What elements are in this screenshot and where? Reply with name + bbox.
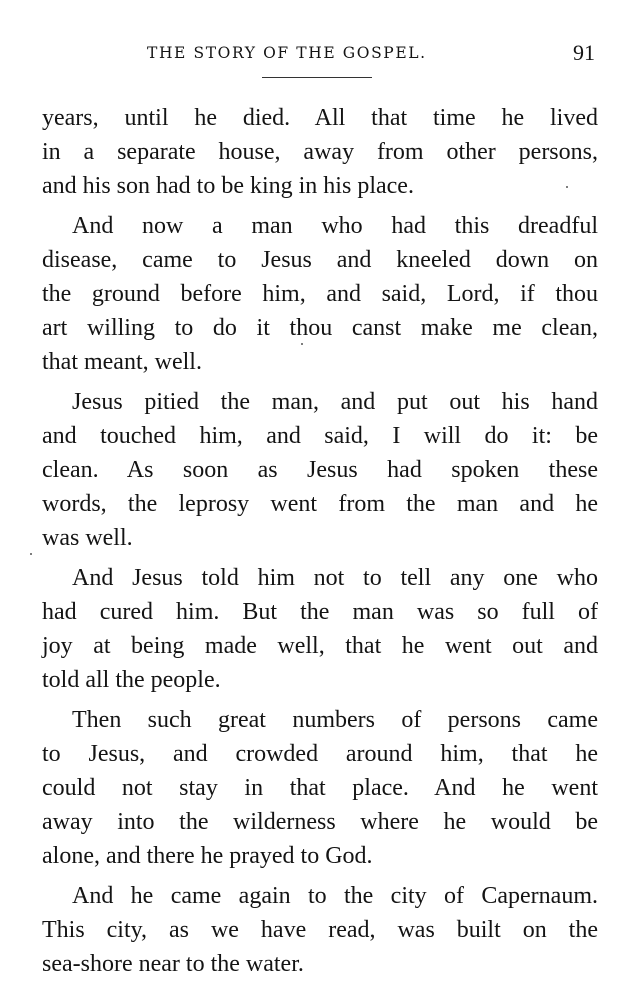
text-line: in a separate house, away from other persons, xyxy=(42,139,598,165)
text-line: This city, as we have read, was built on the xyxy=(42,917,598,943)
paragraph-1 xyxy=(42,101,598,203)
text-line: could not stay in that place. And he went xyxy=(42,775,598,801)
text-line: joy at being made well, that he went out and xyxy=(42,633,598,659)
text-line: the ground before him, and said, Lord, if thou xyxy=(42,281,598,307)
text-line: And now a man who had this dreadful xyxy=(72,213,598,239)
print-speck xyxy=(566,186,568,188)
running-head xyxy=(0,40,630,74)
text-line: disease, came to Jesus and kneeled down on xyxy=(42,247,598,273)
paragraph-4 xyxy=(42,561,598,697)
paragraph-2 xyxy=(42,209,598,379)
body-text xyxy=(42,101,598,987)
text-line: And Jesus told him not to tell any one who xyxy=(72,565,598,591)
print-speck xyxy=(30,553,32,555)
text-line: words, the leprosy went from the man and he xyxy=(42,491,598,517)
text-line: Then such great numbers of persons came xyxy=(72,707,598,733)
print-speck xyxy=(301,343,303,345)
text-line: years, until he died. All that time he lived xyxy=(42,105,598,131)
running-title: THE STORY OF THE GOSPEL. xyxy=(147,44,427,62)
text-line: and touched him, and said, I will do it: be xyxy=(42,423,598,449)
text-line: and his son had to be king in his place. xyxy=(42,173,414,199)
text-line: Jesus pitied the man, and put out his hand xyxy=(72,389,598,415)
text-line: sea-shore near to the water. xyxy=(42,951,304,977)
text-line: clean. As soon as Jesus had spoken these xyxy=(42,457,598,483)
text-line: was well. xyxy=(42,525,133,551)
text-line: And he came again to the city of Capernaum. xyxy=(72,883,598,909)
text-line: art willing to do it thou canst make me clean, xyxy=(42,315,598,341)
paragraph-5 xyxy=(42,703,598,873)
text-line: to Jesus, and crowded around him, that he xyxy=(42,741,598,767)
text-line: told all the people. xyxy=(42,667,221,693)
paragraph-3 xyxy=(42,385,598,555)
text-line: that meant, well. xyxy=(42,349,202,375)
header-rule xyxy=(262,77,372,78)
text-line: away into the wilderness where he would be xyxy=(42,809,598,835)
page-number: 91 xyxy=(573,40,595,65)
paragraph-6 xyxy=(42,879,598,981)
text-line: alone, and there he prayed to God. xyxy=(42,843,373,869)
text-line: had cured him. But the man was so full of xyxy=(42,599,598,625)
